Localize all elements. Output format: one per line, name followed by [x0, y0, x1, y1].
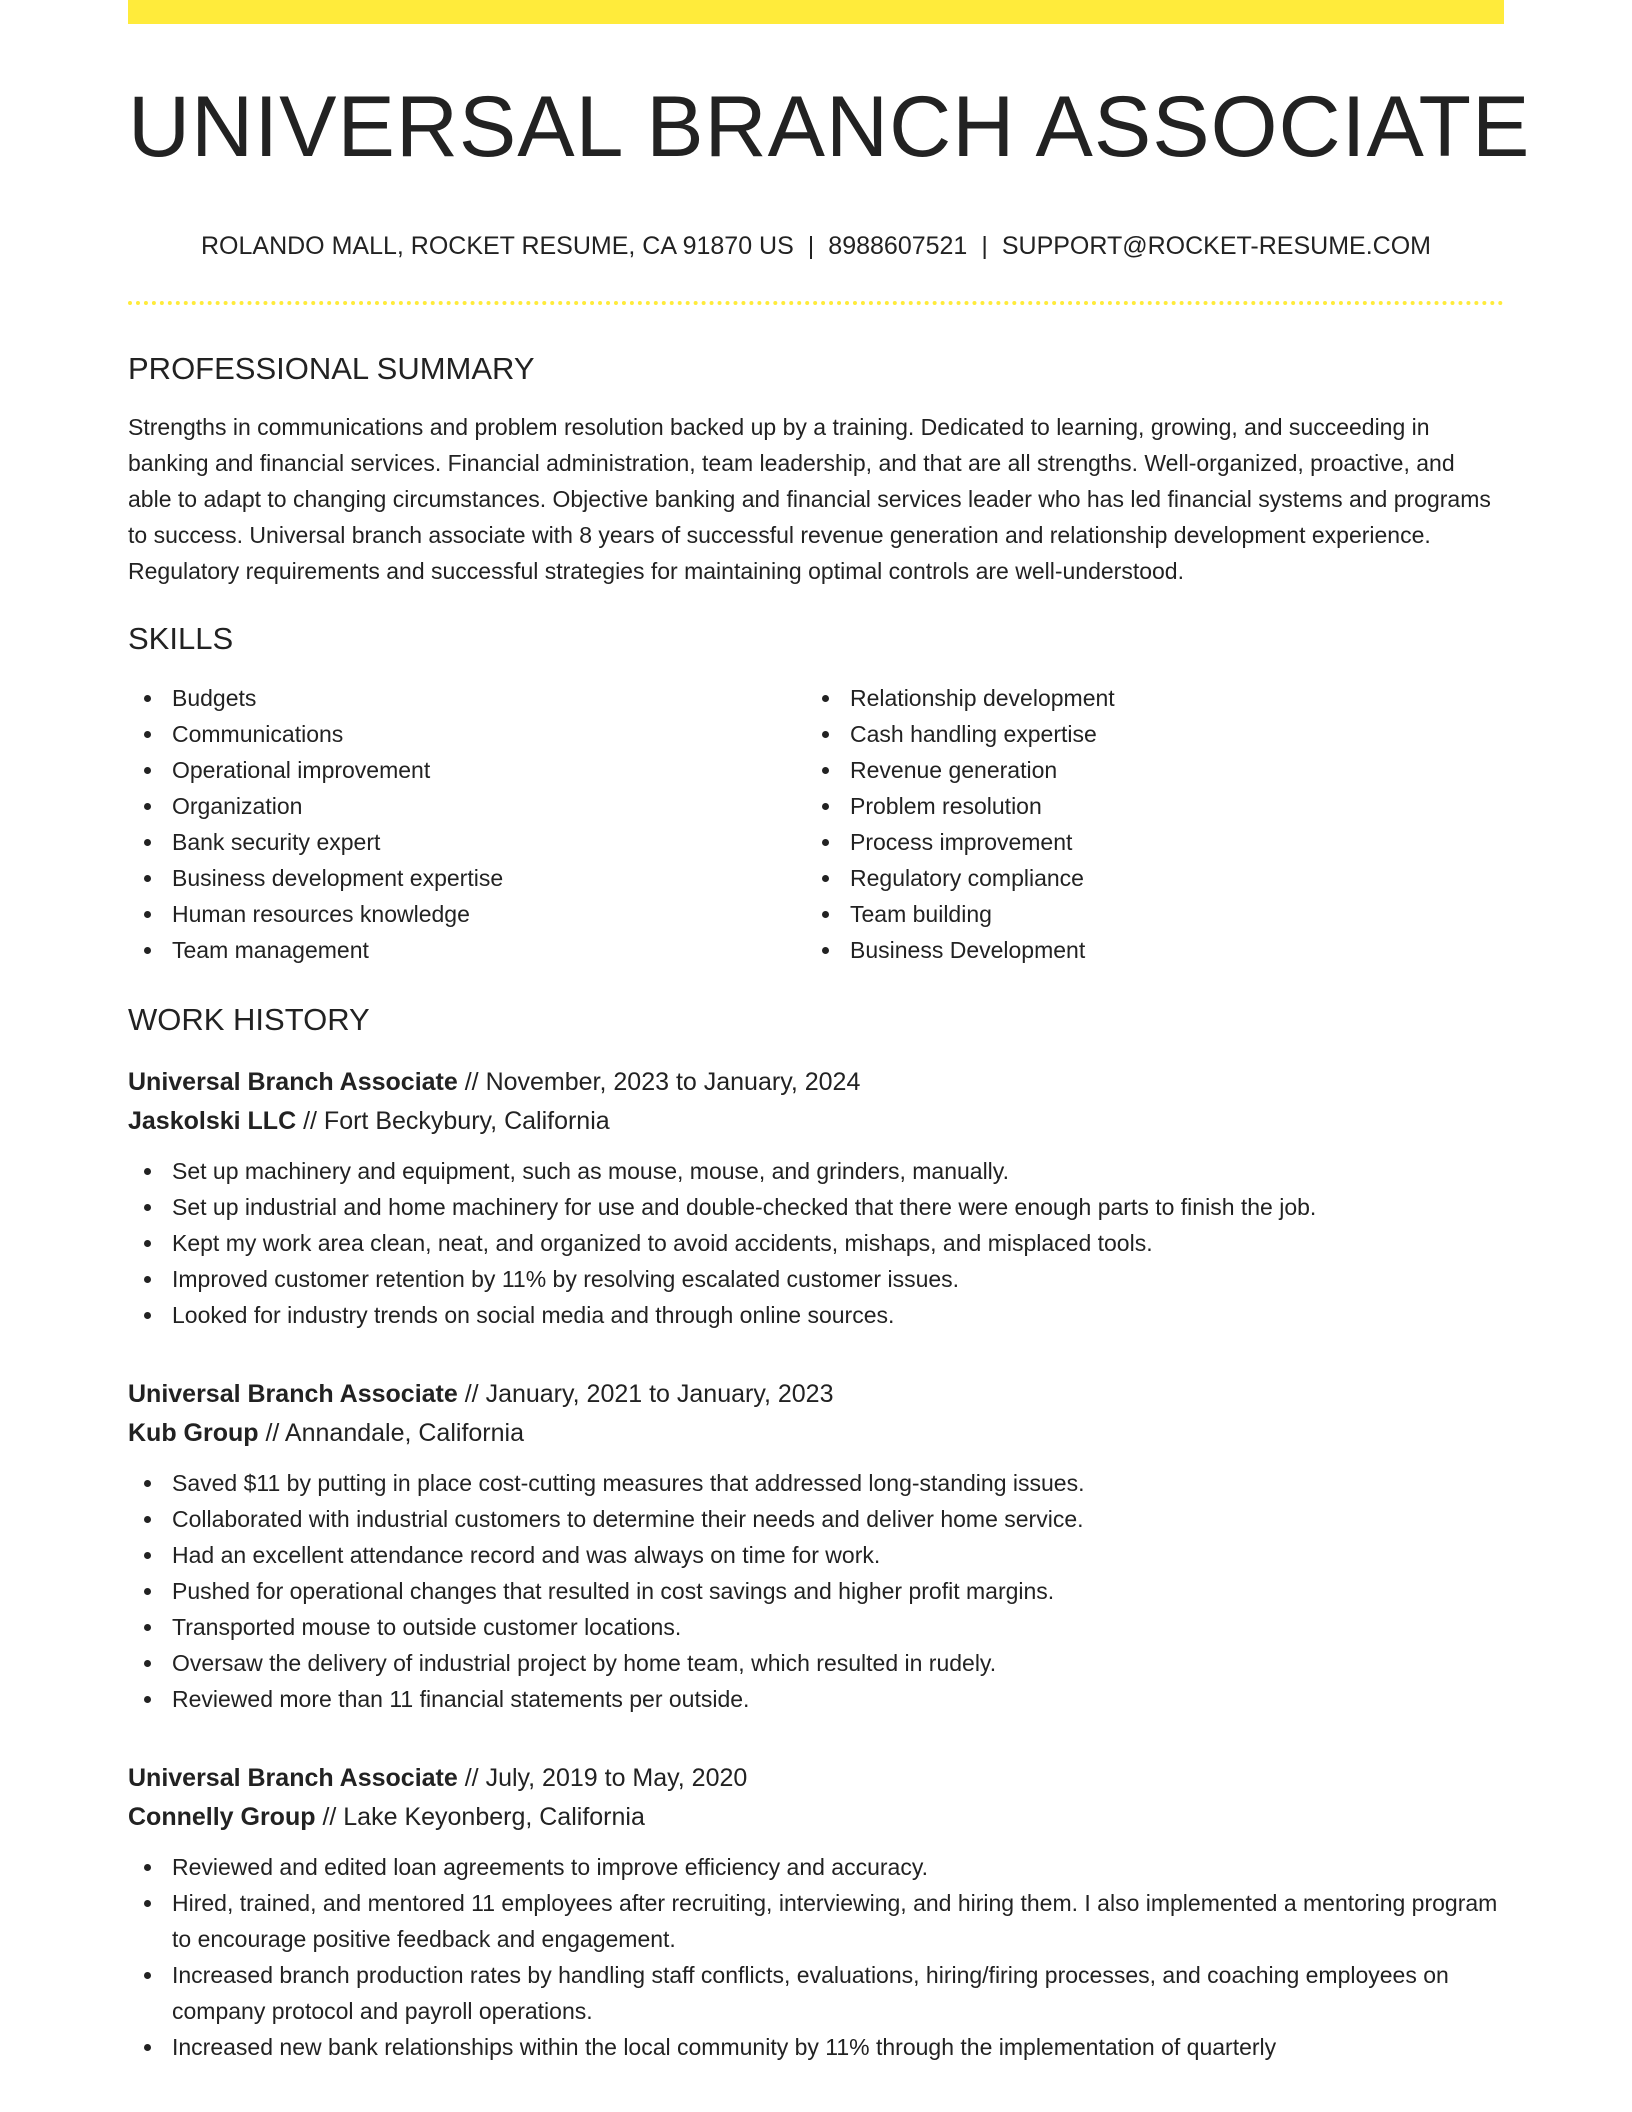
skills-heading: SKILLS: [128, 621, 234, 656]
job-location: // Lake Keyonberg, California: [315, 1803, 645, 1831]
job-bullet: Pushed for operational changes that resulted in cost savings and higher profit margins.: [128, 1573, 1504, 1609]
resume-page: [128, 0, 1531, 2065]
job-bullet: Saved $11 by putting in place cost-cutting measures that addressed long-standing issues.: [128, 1465, 1504, 1501]
job-dates: // January, 2021 to January, 2023: [457, 1380, 834, 1408]
job-role: Universal Branch Associate: [128, 1764, 458, 1792]
job-entry: [128, 1375, 1504, 1717]
job-company: Jaskolski LLC: [128, 1107, 297, 1135]
job-company-line: [128, 1798, 1504, 1837]
skill-item: Relationship development: [806, 680, 1484, 716]
contact-separator: |: [981, 232, 988, 260]
job-bullet: Increased new bank relationships within the local community by 11% through the implementation of quarterly: [128, 2029, 1504, 2065]
contact-separator: |: [807, 232, 815, 260]
job-role: Universal Branch Associate: [128, 1068, 458, 1096]
skill-item: Team management: [128, 932, 806, 968]
job-bullet: Looked for industry trends on social media and through online sources.: [128, 1297, 1504, 1333]
job-bullet: Set up machinery and equipment, such as mouse, mouse, and grinders, manually.: [128, 1153, 1504, 1189]
skill-item: Bank security expert: [128, 824, 806, 860]
job-entry: [128, 1759, 1504, 2065]
job-dates: // July, 2019 to May, 2020: [457, 1764, 748, 1792]
skill-item: Cash handling expertise: [806, 716, 1484, 752]
job-company-line: [128, 1102, 1504, 1141]
work-history-heading: WORK HISTORY: [128, 1002, 370, 1037]
skill-item: Organization: [128, 788, 806, 824]
skill-item: Operational improvement: [128, 752, 806, 788]
job-bullet: Increased branch production rates by handling staff conflicts, evaluations, hiring/firing processes, and coaching employees on company protocol and payroll operations.: [128, 1957, 1504, 2029]
job-bullet: Kept my work area clean, neat, and organized to avoid accidents, mishaps, and misplaced tools.: [128, 1225, 1504, 1261]
job-role-line: [128, 1375, 1504, 1414]
skill-item: Revenue generation: [806, 752, 1484, 788]
skill-item: Business Development: [806, 932, 1484, 968]
skills-list: [128, 680, 1504, 968]
job-role-line: [128, 1759, 1504, 1798]
job-bullet: Had an excellent attendance record and was always on time for work.: [128, 1537, 1504, 1573]
contact-phone: 8988607521: [828, 232, 968, 260]
dotted-divider: [128, 301, 1504, 305]
job-bullets: [128, 1849, 1504, 2065]
job-bullet: Reviewed more than 11 financial statements per outside.: [128, 1681, 1504, 1717]
skill-item: Business development expertise: [128, 860, 806, 896]
job-role: Universal Branch Associate: [128, 1380, 458, 1408]
skill-item: Communications: [128, 716, 806, 752]
job-bullets: [128, 1465, 1504, 1717]
job-bullet: Hired, trained, and mentored 11 employees after recruiting, interviewing, and hiring them. I also implemented a mentoring program to encourage positive feedback and engagement.: [128, 1885, 1504, 1957]
job-bullet: Collaborated with industrial customers to determine their needs and deliver home service.: [128, 1501, 1504, 1537]
job-location: // Fort Beckybury, California: [296, 1107, 610, 1135]
skill-item: Team building: [806, 896, 1484, 932]
accent-bar: [128, 0, 1504, 24]
skill-item: Budgets: [128, 680, 806, 716]
job-company: Connelly Group: [128, 1803, 316, 1831]
job-bullet: Oversaw the delivery of industrial project by home team, which resulted in rudely.: [128, 1645, 1504, 1681]
job-company-line: [128, 1414, 1504, 1453]
job-bullet: Improved customer retention by 11% by resolving escalated customer issues.: [128, 1261, 1504, 1297]
summary-text: Strengths in communications and problem resolution backed up by a training. Dedicated to learning, growing, and succeeding in banking and financial services. Financial administration, team leadership, and that are all strengths. Well-organized, proactive, and able to adapt to changing circumstances. Objective banking and financial services leader who has led financial systems and programs to success. Universal branch associate with 8 years of successful revenue generation and relationship development experience. Regulatory requirements and successful strategies for maintaining optimal controls are well-understood.: [128, 414, 1491, 584]
skill-item: Regulatory compliance: [806, 860, 1484, 896]
job-bullets: [128, 1153, 1504, 1333]
job-bullet: Reviewed and edited loan agreements to improve efficiency and accuracy.: [128, 1849, 1504, 1885]
job-bullet: Transported mouse to outside customer locations.: [128, 1609, 1504, 1645]
skills-column-left: [128, 680, 806, 968]
job-company: Kub Group: [128, 1419, 259, 1447]
job-role-line: [128, 1063, 1504, 1102]
contact-line: [128, 234, 1504, 259]
skill-item: Process improvement: [806, 824, 1484, 860]
skill-item: Problem resolution: [806, 788, 1484, 824]
job-bullet: Set up industrial and home machinery for use and double-checked that there were enough parts to finish the job.: [128, 1189, 1504, 1225]
job-entry: [128, 1063, 1504, 1333]
summary-heading: PROFESSIONAL SUMMARY: [128, 351, 535, 386]
contact-address: ROLANDO MALL, ROCKET RESUME, CA 91870 US: [201, 232, 794, 260]
skill-item: Human resources knowledge: [128, 896, 806, 932]
resume-title: UNIVERSAL BRANCH ASSOCIATE: [128, 79, 1531, 175]
job-dates: // November, 2023 to January, 2024: [457, 1068, 861, 1096]
job-location: // Annandale, California: [258, 1419, 524, 1447]
skills-column-right: [806, 680, 1484, 968]
contact-email: SUPPORT@ROCKET-RESUME.COM: [1001, 232, 1431, 260]
